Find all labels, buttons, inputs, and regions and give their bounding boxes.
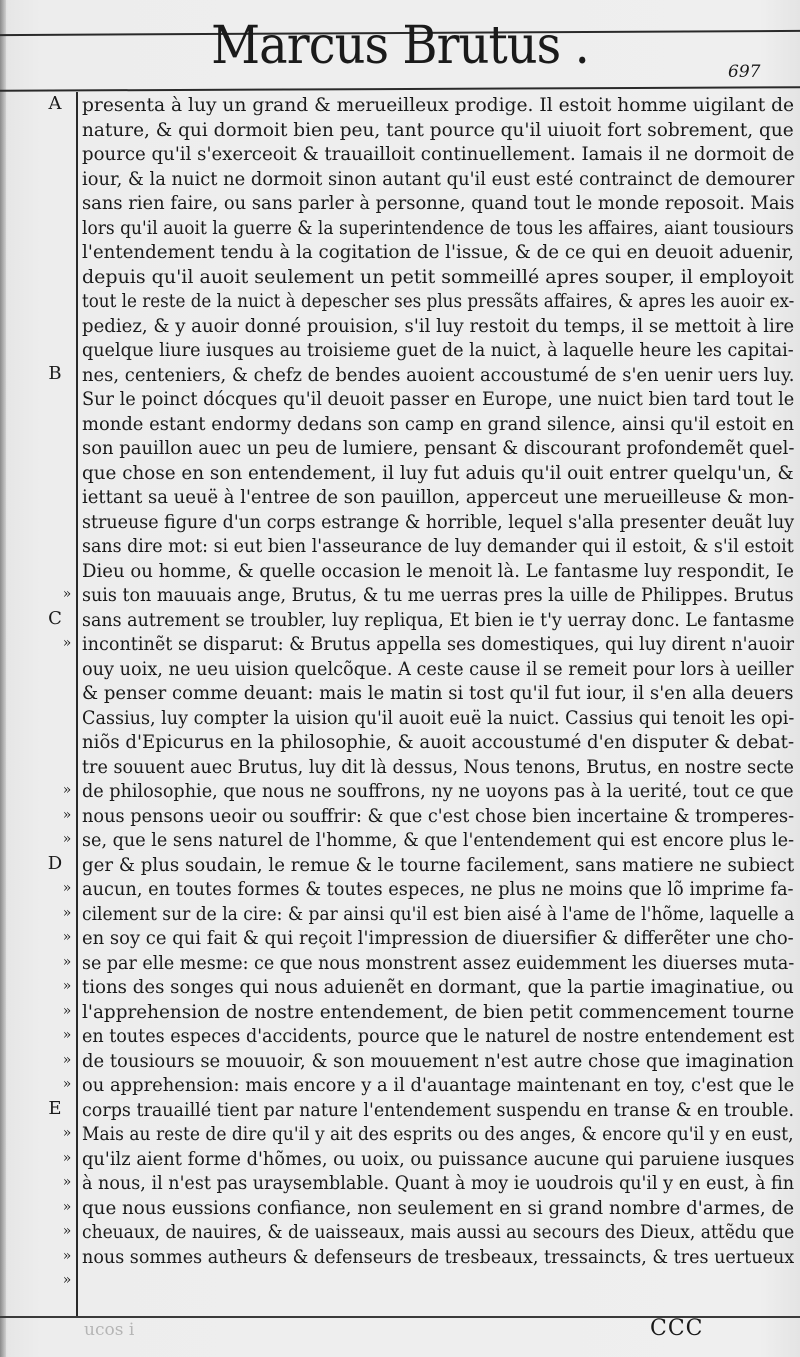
text-line: en toutes especes d'accidents, pource que le naturel de nostre entendement est — [82, 1025, 795, 1047]
text-line: cheuaux, de nauires, & de uaisseaux, mais aussi au secours des Dieux, attẽdu que — [82, 1221, 795, 1243]
text-line: qu'ilz aient forme d'hõmes, ou uoix, ou puissance aucune qui paruiene iusques — [82, 1147, 795, 1170]
text-line: de philosophie, que nous ne souffrons, ny ne uoyons pas à la uerité, tout ce que — [82, 780, 794, 802]
text-line: pediez, & y auoir donné prouision, s'il luy restoit du temps, il se mettoit à lire — [82, 314, 795, 337]
quotation-marker: » — [62, 1125, 72, 1141]
text-line: Sur le poinct dócques qu'il deuoit passer en Europe, une nuict bien tard tout le — [82, 388, 795, 410]
text-line: strueuse figure d'un corps estrange & horrible, lequel s'alla presenter deuãt luy — [82, 510, 795, 533]
text-line: que chose en son entendement, il luy fut aduis qu'il ouit entrer quelqu'un, & — [82, 461, 794, 484]
margin-letter: E — [48, 1097, 62, 1119]
text-line: à nous, il n'est pas uraysemblable. Quant à moy ie uoudrois qu'il y en eust, à fin — [82, 1172, 795, 1194]
text-line: pource qu'il s'exerceoit & trauailloit continuellement. Iamais il ne dormoit de — [82, 143, 795, 165]
text-line: Dieu ou homme, & quelle occasion le menoit là. Le fantasme luy respondit, Ie — [82, 559, 794, 582]
text-line: ouy uoix, ne ueu uision quelcõque. A ceste cause il se remeit pour lors à ueiller — [82, 657, 794, 680]
margin-rule — [76, 92, 78, 1318]
text-line: suis ton mauuais ange, Brutus, & tu me uerras pres la uille de Philippes. Brutus — [82, 584, 794, 606]
quotation-marker: » — [62, 806, 72, 823]
text-line: sans autrement se troubler, luy repliqua, Et bien ie t'y uerray donc. Le fantasme — [82, 608, 795, 631]
text-line: sans rien faire, ou sans parler à personne, quand tout le monde reposoit. Mais — [82, 192, 795, 214]
margin-letter: D — [47, 852, 63, 874]
text-line: niõs d'Epicurus en la philosophie, & auoit accoustumé d'en disputer & debat- — [82, 731, 795, 753]
quotation-marker: » — [62, 1051, 72, 1068]
text-line: Mais au reste de dire qu'il y ait des esprits ou des anges, & encore qu'il y en eust, — [82, 1123, 794, 1145]
quotation-marker: » — [62, 953, 72, 970]
text-line: tre souuent auec Brutus, luy dit là dessus, Nous tenons, Brutus, en nostre secte — [82, 755, 794, 778]
text-line: sans dire mot: si eut bien l'asseurance de luy demander qui il estoit, & s'il estoit — [82, 535, 794, 557]
margin-letter: B — [48, 362, 62, 384]
body-text — [82, 93, 794, 1269]
quotation-marker: » — [62, 1076, 72, 1092]
signature-mark: CCC — [650, 1316, 704, 1341]
text-line: aucun, en toutes formes & toutes especes, ne plus ne moins que lõ imprime fa- — [82, 878, 794, 900]
header-rule — [0, 86, 800, 91]
text-line: nous pensons ueoir ou souffrir: & que c'est chose bien incertaine & tromperes- — [82, 804, 795, 827]
quotation-marker: » — [62, 1027, 72, 1043]
quotation-marker: » — [62, 1002, 72, 1019]
quotation-marker: » — [62, 904, 72, 921]
running-head-title: Marcus Brutus . — [211, 16, 589, 76]
quotation-marker: » — [62, 1174, 72, 1190]
text-line: iettant sa ueuë à l'entree de son pauillon, apperceut une merueilleuse & mon- — [82, 486, 795, 508]
text-line: se par elle mesme: ce que nous monstrent assez euidemment les diuerses muta- — [82, 951, 795, 974]
text-line: monde estant endormy dedans son camp en grand silence, ainsi qu'il estoit en — [82, 412, 795, 435]
text-line: ger & plus soudain, le remue & le tourne facilement, sans matiere ne subiect — [82, 853, 795, 876]
text-line: de tousiours se mouuoir, & son mouuement n'est autre chose que imagination — [82, 1049, 794, 1072]
quotation-marker: » — [62, 880, 72, 896]
quotation-marker: » — [62, 1198, 72, 1215]
margin-letter: C — [48, 607, 62, 629]
quotation-marker: » — [62, 1247, 72, 1264]
quotation-marker: » — [62, 1272, 72, 1288]
text-line: se, que le sens naturel de l'homme, & que l'entendement qui est encore plus le- — [82, 829, 795, 851]
binding-gutter — [0, 0, 6, 1357]
quotation-marker: » — [62, 635, 72, 651]
text-line: incontinẽt se disparut: & Brutus appella ses domestiques, qui luy dirent n'auoir — [82, 633, 795, 655]
quotation-marker: » — [62, 782, 72, 798]
text-line: presenta à luy un grand & merueilleux prodige. Il estoit homme uigilant de — [82, 94, 795, 116]
text-line: tions des songes qui nous aduienẽt en dormant, que la partie imaginatiue, ou — [82, 976, 794, 998]
text-line: cilement sur de la cire: & par ainsi qu'il est bien aisé à l'ame de l'hõme, laquelle a — [82, 902, 795, 925]
text-line: ou apprehension: mais encore y a il d'auantage maintenant en toy, c'est que le — [82, 1074, 795, 1096]
quotation-marker: » — [62, 978, 72, 994]
text-line: l'apprehension de nostre entendement, de bien petit commencement tourne — [82, 1000, 795, 1023]
quotation-marker: » — [62, 1149, 72, 1166]
text-line: iour, & la nuict ne dormoit sinon autant qu'il eust esté contrainct de demourer — [82, 167, 795, 190]
text-line: corps trauaillé tient par nature l'entendement suspendu en transe & en trouble. — [82, 1098, 795, 1121]
quotation-marker: » — [62, 831, 72, 847]
text-line: depuis qu'il auoit seulement un petit sommeillé apres souper, il employoit — [82, 265, 794, 288]
margin-letter: A — [48, 93, 62, 114]
page-number: 697 — [728, 62, 761, 82]
text-line: Cassius, luy compter la uision qu'il auoit euë la nuict. Cassius qui tenoit les opi- — [82, 706, 795, 729]
text-line: l'entendement tendu à la cogitation de l'issue, & de ce qui en deuoit aduenir, — [82, 241, 794, 263]
text-line: son pauillon auec un peu de lumiere, pensant & discourant profondemẽt quel- — [82, 437, 795, 459]
text-line: nous sommes autheurs & defenseurs de tresbeaux, tressaincts, & tres uertueux — [82, 1245, 795, 1268]
bleed-through-text: ucos i — [84, 1320, 135, 1340]
text-line: tout le reste de la nuict à depescher ses plus pressãts affaires, & apres les auoir ex- — [82, 290, 795, 312]
text-line: quelque liure iusques au troisieme guet de la nuict, à laquelle heure les capitai- — [82, 339, 794, 361]
text-line: nes, centeniers, & chefz de bendes auoient accoustumé de s'en uenir uers luy. — [82, 363, 795, 386]
text-line: que nous eussions confiance, non seulement en si grand nombre d'armes, de — [82, 1196, 795, 1219]
quotation-marker: » — [62, 1223, 72, 1239]
quotation-marker: » — [62, 586, 72, 602]
text-line: en soy ce qui fait & qui reçoit l'impression de diuersifier & differẽter une cho- — [82, 927, 794, 949]
text-line: lors qu'il auoit la guerre & la superintendence de tous les affaires, aiant tousiours — [82, 216, 794, 239]
quotation-marker: » — [62, 929, 72, 945]
text-line: & penser comme deuant: mais le matin si tost qu'il fut iour, il s'en alla deuers — [82, 682, 794, 704]
text-line: nature, & qui dormoit bien peu, tant pource qu'il uiuoit fort sobrement, que — [82, 118, 794, 141]
